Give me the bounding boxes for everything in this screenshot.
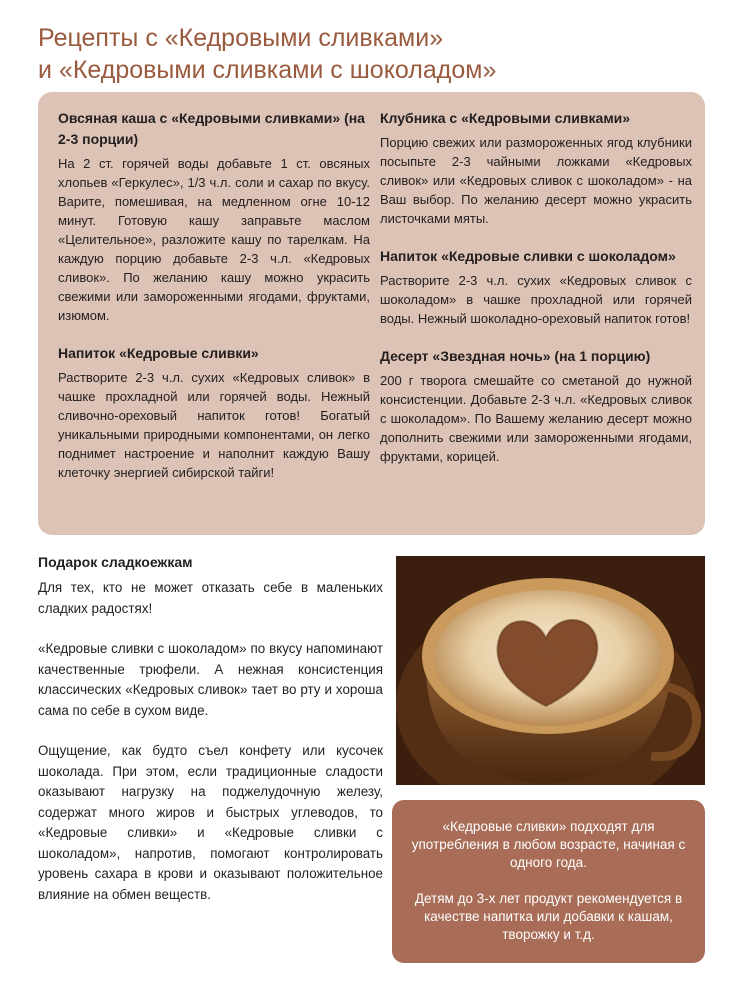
recipe-text: Порцию свежих или размороженных ягод клубники посыпьте 2-3 чайными ложками «Кедровых сливок» или «Кедровых сливок с шоколадом» - на Ваш выбор. По желанию десерт можно украсить листочками мяты. [380, 135, 692, 226]
page-title-line-2: и «Кедровыми сливками с шоколадом» [38, 56, 497, 84]
page-title-line-1: Рецепты с «Кедровыми сливками» [38, 24, 444, 52]
recipe-text: Растворите 2-3 ч.л. сухих «Кедровых сливок с шоколадом» в чашке прохладной или горячей воды. Нежный шоколадно-ореховый напиток готов! [380, 273, 692, 326]
recipe-heading: Десерт «Звездная ночь» (на 1 порцию) [380, 348, 651, 364]
gift-section [38, 552, 383, 925]
gift-heading: Подарок сладкоежкам [38, 554, 193, 570]
recipes-column-left [58, 108, 370, 500]
recipe-text: Растворите 2-3 ч.л. сухих «Кедровых сливок» в чашке прохладной или горячей воды. Нежный сливочно-ореховый напиток готов! Богатый уникальными природными компонентами, он легко поднимет настроение и наполнит каждую Вашу клеточку энергией сибирской тайги! [58, 370, 370, 480]
recipe-drink-chocolate [380, 246, 692, 328]
gift-paragraph: «Кедровые сливки с шоколадом» по вкусу напоминают качественные трюфели. А нежная консистенция классических «Кедровых сливок» тает во рту и хороша сама по себе в сухом виде. [38, 641, 383, 718]
info-paragraph: Детям до 3-х лет продукт рекомендуется в качестве напитка или добавки к кашам, творожку и т.д. [414, 891, 683, 942]
recipes-column-right [380, 108, 692, 484]
gift-paragraph: Для тех, кто не может отказать себе в маленьких сладких радостях! [38, 580, 383, 616]
recipe-strawberry [380, 108, 692, 228]
age-info-box [392, 800, 705, 963]
recipe-heading: Напиток «Кедровые сливки с шоколадом» [380, 248, 676, 264]
recipe-heading: Клубника с «Кедровыми сливками» [380, 110, 631, 126]
recipes-panel [38, 92, 705, 535]
info-paragraph: «Кедровые сливки» подходят для употребления в любом возрасте, начиная с одного года. [411, 819, 686, 870]
recipe-text: 200 г творога смешайте со сметаной до нужной консистенции. Добавьте 2-3 ч.л. «Кедровых сливок с шоколадом». По Вашему желанию десерт можно дополнить свежими или замороженными ягодами, фруктами, корицей. [380, 373, 692, 464]
recipe-drink-cream [58, 343, 370, 482]
gift-paragraph: Ощущение, как будто съел конфету или кусочек шоколада. При этом, если традиционные сладости оказывают нагрузку на поджелудочную железу, содержат много жиров и быстрых углеводов, то «Кедровые сливки» и «Кедровые сливки с шоколадом», напротив, помогают контролировать уровень сахара в крови и оказывают положительное влияние на обмен веществ. [38, 743, 383, 902]
recipe-heading: Напиток «Кедровые сливки» [58, 345, 259, 361]
recipe-heading: Овсяная каша с «Кедровыми сливками» (на 2-3 порции) [58, 110, 365, 147]
coffee-heart-photo [396, 556, 705, 785]
coffee-cup-illustration [396, 556, 705, 785]
recipe-dessert-starry-night [380, 346, 692, 466]
page-title [38, 22, 728, 86]
recipe-oatmeal [58, 108, 370, 325]
recipe-text: На 2 ст. горячей воды добавьте 1 ст. овсяных хлопьев «Геркулес», 1/3 ч.л. соли и сахар по вкусу. Варите, помешивая, на медленном огне 10-12 минут. Готовую кашу заправьте маслом «Целительное», разложите кашу по тарелкам. На каждую порцию добавьте 2-3 ч.л. «Кедровых сливок». По желанию кашу можно украсить свежими или замороженными ягодами, фруктами, изюмом. [58, 156, 370, 323]
